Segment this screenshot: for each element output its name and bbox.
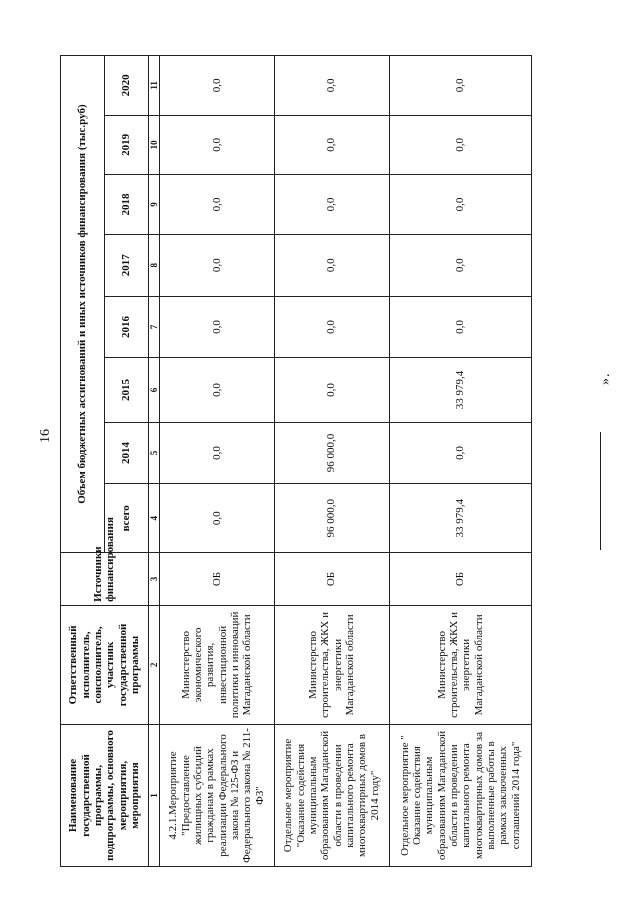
closing-mark: ». <box>598 372 613 385</box>
row-name: Отдельное мероприятие "Оказание содействия муниципальным образованиям Магаданской области в проведении капитального ремонта многоквартирных домов в 2014 году" <box>274 724 389 866</box>
header-year: 2014 <box>104 422 148 484</box>
funding-table-container <box>60 55 532 867</box>
row-value: 0,0 <box>274 175 389 235</box>
table-row <box>389 56 531 867</box>
row-value: 0,0 <box>389 115 531 175</box>
row-value: 0,0 <box>159 56 274 116</box>
header-year: 2017 <box>104 234 148 296</box>
row-value: 0,0 <box>274 56 389 116</box>
column-number: 1 <box>148 724 159 866</box>
row-value: 0,0 <box>389 422 531 484</box>
row-source: ОБ <box>389 553 531 606</box>
row-value: 0,0 <box>389 56 531 116</box>
header-row-top <box>61 56 105 867</box>
column-number: 5 <box>148 422 159 484</box>
row-value: 0,0 <box>389 234 531 296</box>
column-number: 2 <box>148 605 159 724</box>
header-funding-group: Объем бюджетных ассигнований и иных источников финансирования (тыс.руб) <box>61 56 105 553</box>
row-value: 0,0 <box>274 115 389 175</box>
row-value: 0,0 <box>274 358 389 422</box>
row-value: 0,0 <box>159 175 274 235</box>
row-value: 33 979,4 <box>389 484 531 553</box>
row-value: 0,0 <box>159 358 274 422</box>
table-row <box>159 56 274 867</box>
row-value: 0,0 <box>159 422 274 484</box>
row-value: 0,0 <box>389 175 531 235</box>
table-row <box>274 56 389 867</box>
row-name: 4.2.1.Мероприятие "Предоставление жилищных субсидий гражданам в рамках реализации Федерального закона № 125-ФЗ и Федерального закона № 211-ФЗ" <box>159 724 274 866</box>
row-value: 0,0 <box>389 296 531 358</box>
row-value: 0,0 <box>274 234 389 296</box>
column-number: 3 <box>148 553 159 606</box>
row-name: Отдельное мероприятие " Оказание содействия муниципальным образованиям Магаданской области в проведении капитального ремонта многоквартирных домов за выполненные работы в рамках заключенных соглашений 2014 года" <box>389 724 531 866</box>
row-responsible: Министерство строительства, ЖКХ и энергетики Магаданской области <box>274 605 389 724</box>
column-number: 11 <box>148 56 159 116</box>
header-year: 2018 <box>104 175 148 235</box>
row-value: 0,0 <box>274 296 389 358</box>
row-value: 96 000,0 <box>274 484 389 553</box>
row-value: 96 000,0 <box>274 422 389 484</box>
header-year: 2015 <box>104 358 148 422</box>
header-name: Наименование государственной программы, подпрограммы, основного мероприятия, мероприятия <box>61 724 149 866</box>
header-year: всего <box>104 484 148 553</box>
funding-table <box>60 55 532 867</box>
row-source: ОБ <box>274 553 389 606</box>
row-value: 33 979,4 <box>389 358 531 422</box>
row-value: 0,0 <box>159 484 274 553</box>
column-number: 6 <box>148 358 159 422</box>
header-year: 2020 <box>104 56 148 116</box>
header-responsible: Ответственный исполнитель, соисполнитель, участник государственной программы <box>61 605 149 724</box>
closing-underline <box>600 432 601 550</box>
column-number-row <box>148 56 159 867</box>
header-year: 2016 <box>104 296 148 358</box>
header-year: 2019 <box>104 115 148 175</box>
row-responsible: Министерство строительства, ЖКХ и энергетики Магаданской области <box>389 605 531 724</box>
column-number: 10 <box>148 115 159 175</box>
row-value: 0,0 <box>159 115 274 175</box>
row-value: 0,0 <box>159 234 274 296</box>
column-number: 4 <box>148 484 159 553</box>
column-number: 9 <box>148 175 159 235</box>
row-responsible: Министерство экономического развития, инвестиционной политики и инноваций Магаданской области <box>159 605 274 724</box>
column-number: 8 <box>148 234 159 296</box>
column-number: 7 <box>148 296 159 358</box>
row-value: 0,0 <box>159 296 274 358</box>
header-source: Источники финансирования <box>61 553 149 606</box>
row-source: ОБ <box>159 553 274 606</box>
page-number: 16 <box>38 429 53 443</box>
